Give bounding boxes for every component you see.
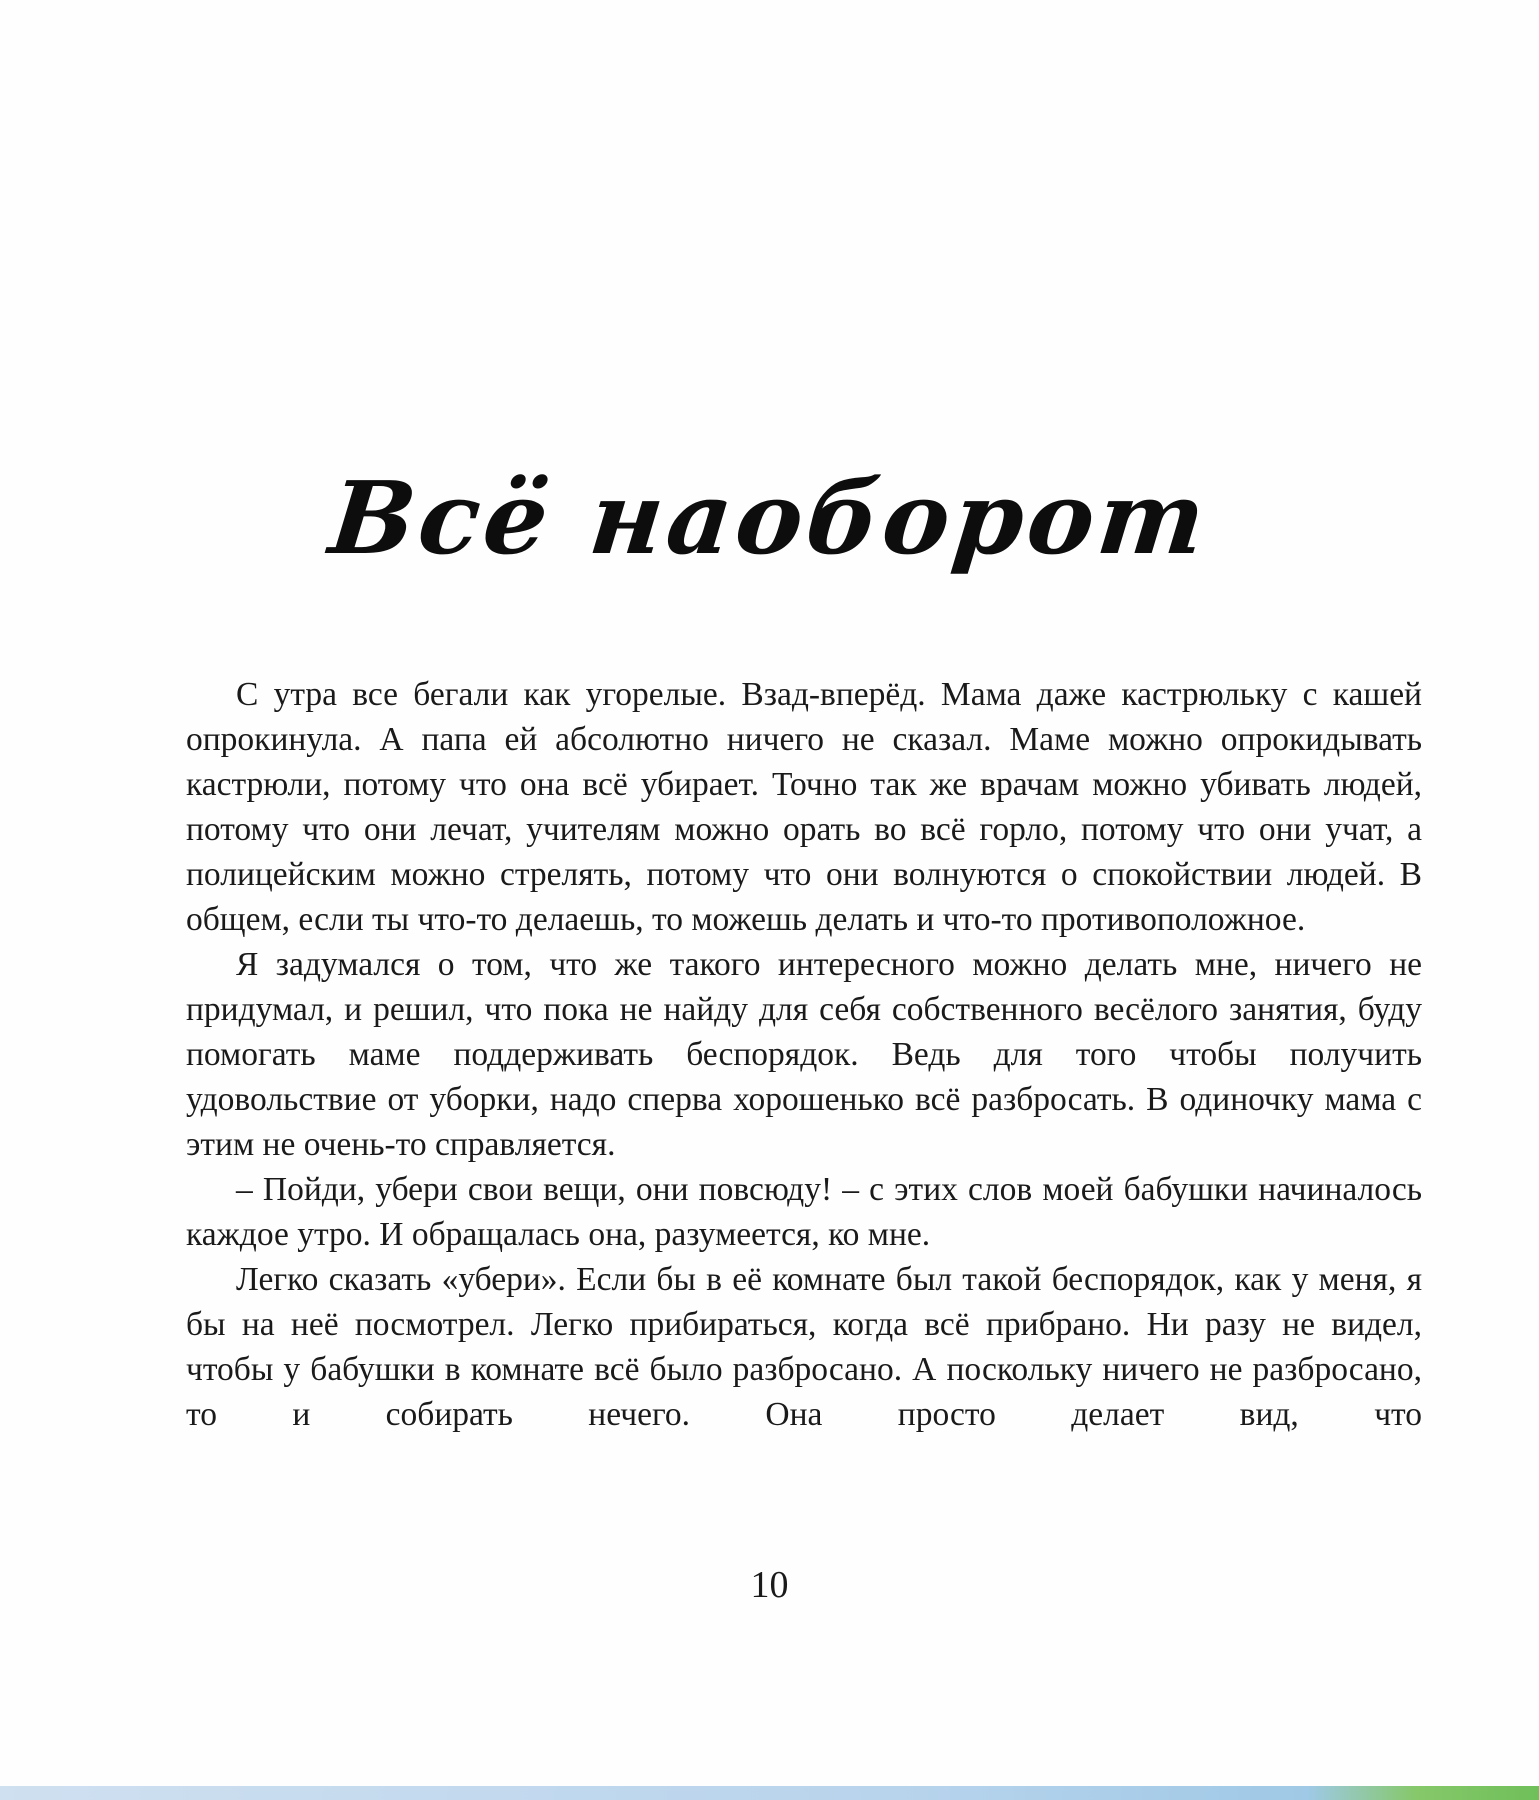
paragraph: С утра все бегали как угорелые. Взад-вперёд. Мама даже кастрюльку с кашей опрокинула. А папа ей абсолютно ничего не сказал. Маме можно опрокидывать кастрюли, потому что она всё убирает. Точно так же врачам можно убивать людей, потому что они лечат, учителям можно орать во всё горло, потому что они учат, а полицейским можно стрелять, потому что они волнуются о спокойствии людей. В общем, если ты что-то делаешь, то можешь делать и что-то противоположное. xyxy=(186,676,1422,938)
paragraph: Легко сказать «убери». Если бы в её комнате был такой беспорядок, как у меня, я бы на неё посмотрел. Легко прибираться, когда всё прибрано. Ни разу не видел, чтобы у бабушки в комнате всё было разбросано. А поскольку ничего не разбросано, то и собирать нечего. Она просто делает вид, что xyxy=(186,1261,1422,1433)
chapter-title: Всё наоборот xyxy=(324,459,1215,577)
paragraph: – Пойди, убери свои вещи, они повсюду! – с этих слов моей бабушки начиналось каждое утро. И обращалась она, разумеется, ко мне. xyxy=(186,1171,1422,1253)
body-text xyxy=(186,672,1422,1437)
paragraph: Я задумался о том, что же такого интересного можно делать мне, ничего не придумал, и решил, что пока не найду для себя собственного весёлого занятия, буду помогать маме поддерживать беспорядок. Ведь для того чтобы получить удовольствие от уборки, надо сперва хорошенько всё разбросать. В одиночку мама с этим не очень-то справляется. xyxy=(186,946,1422,1163)
page-edge-strip xyxy=(0,1786,1539,1800)
page-number: 10 xyxy=(750,1564,789,1606)
